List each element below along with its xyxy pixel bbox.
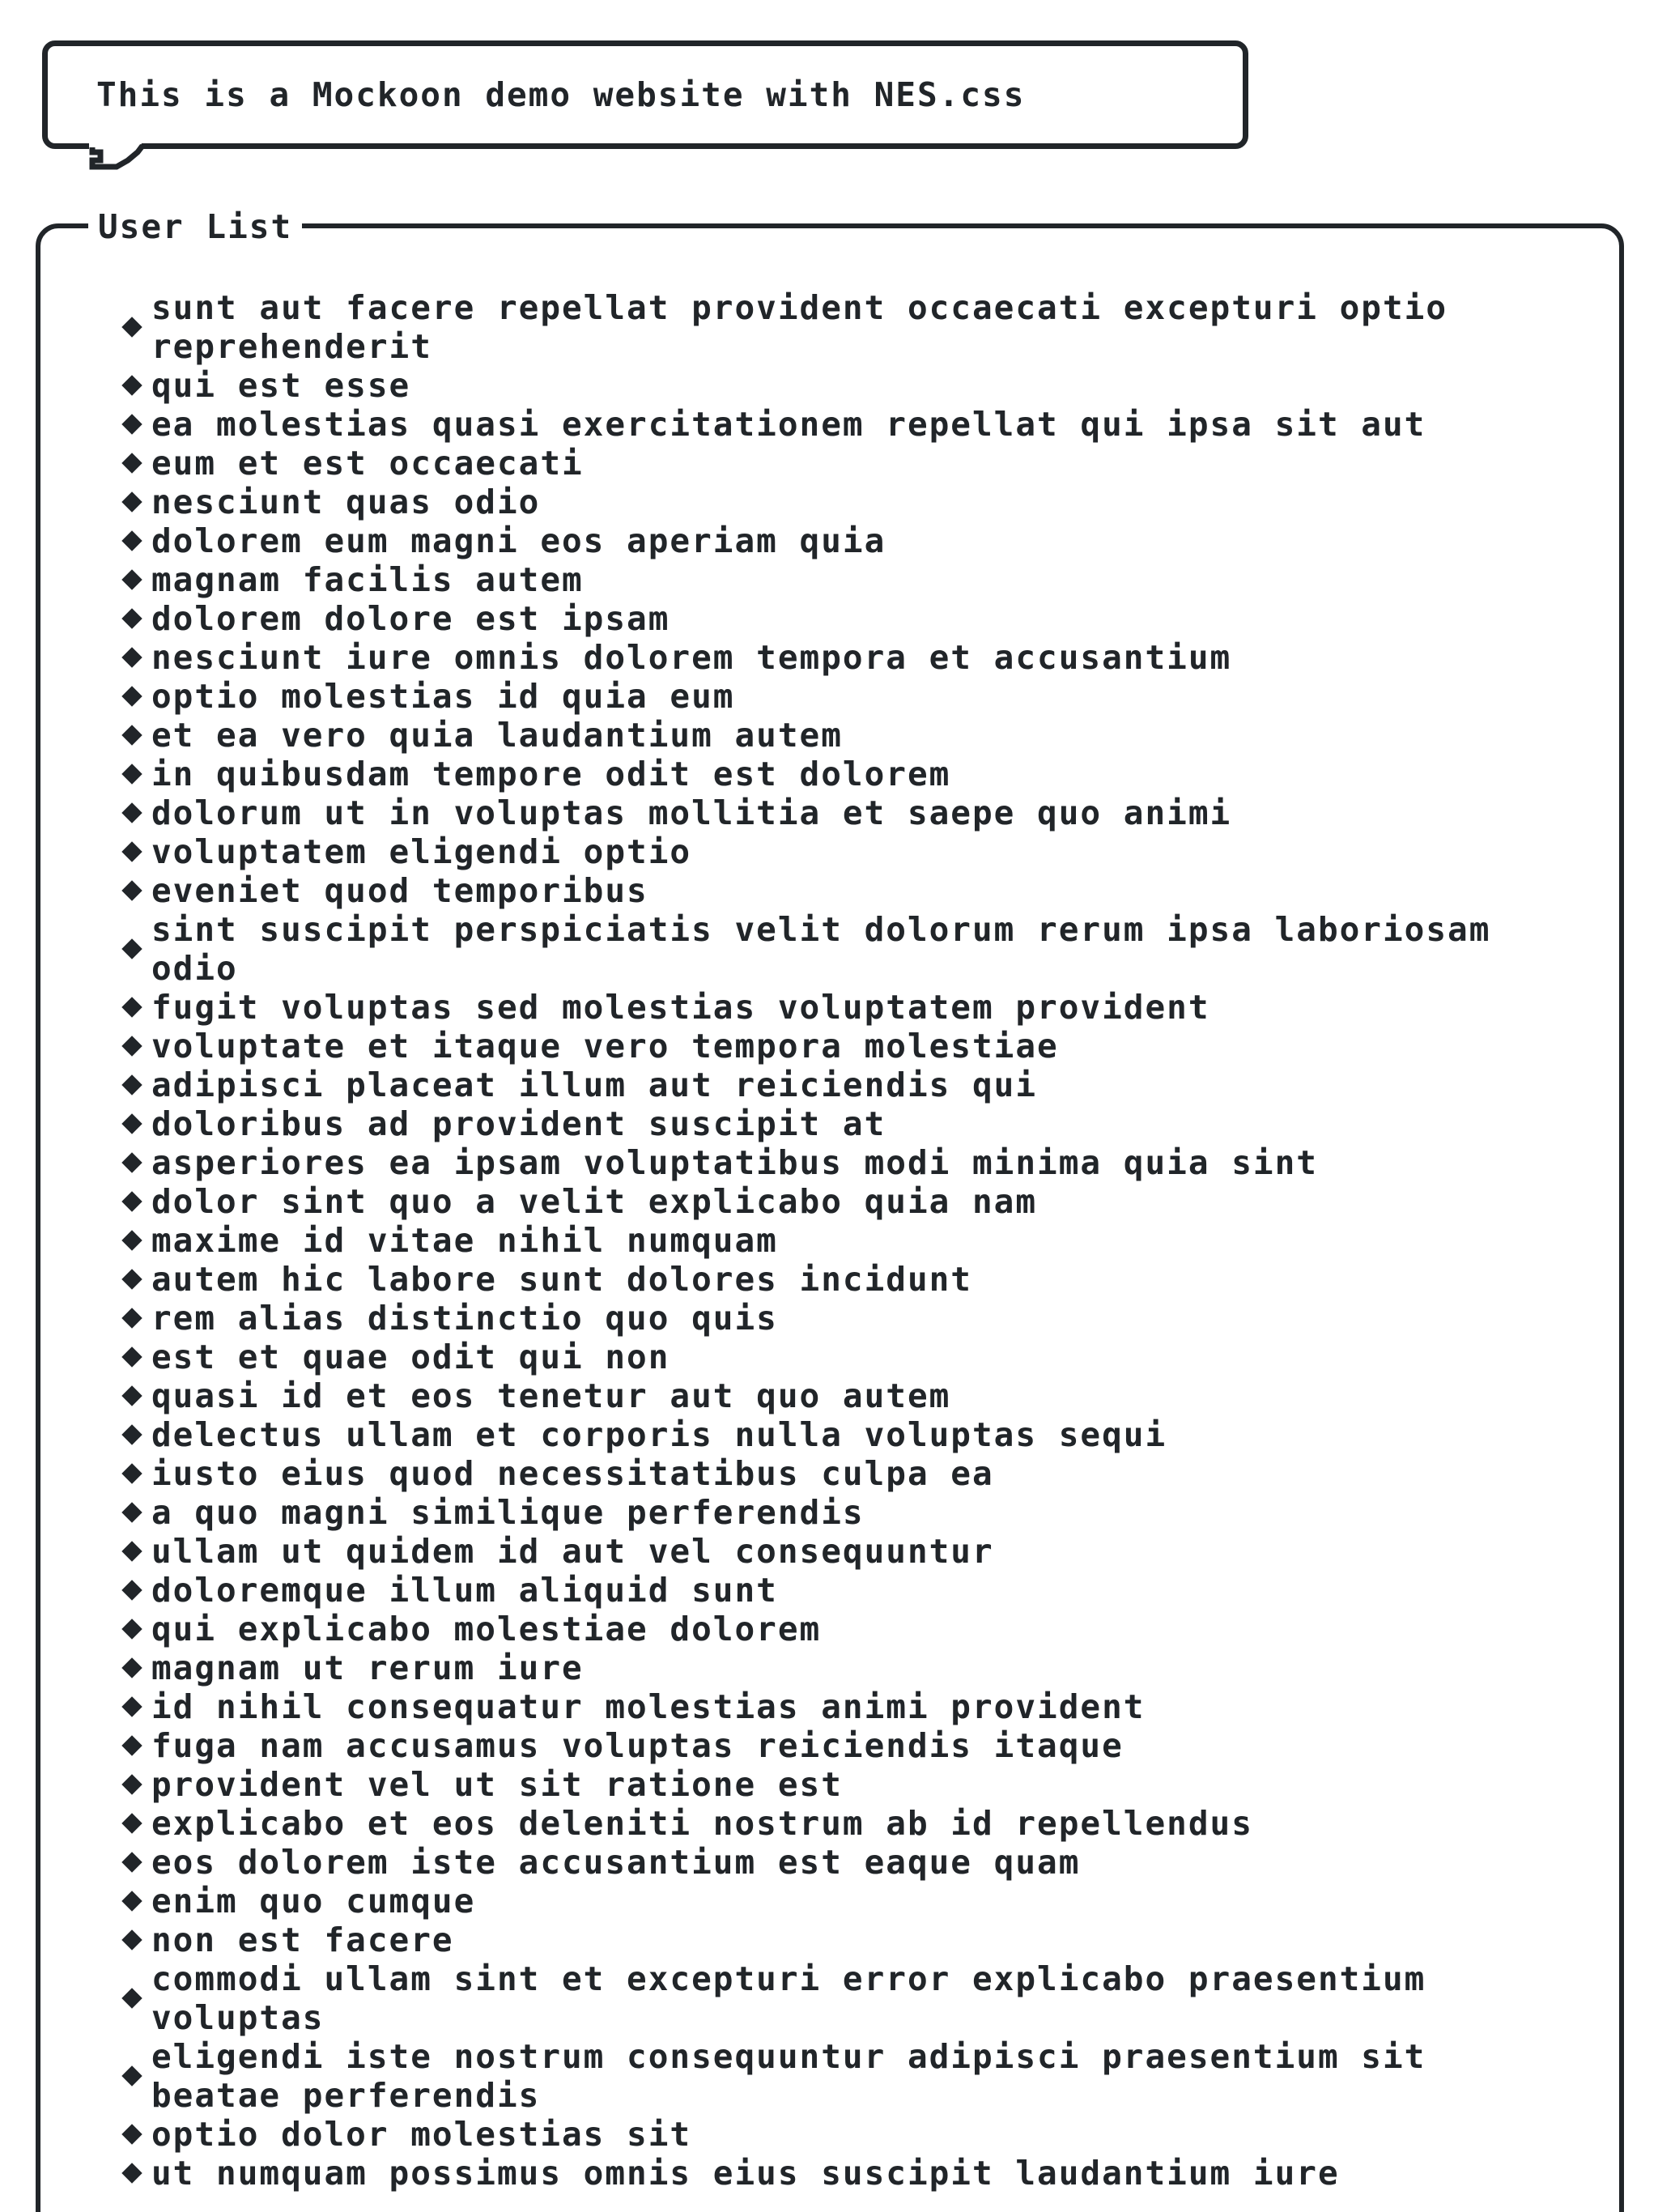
list-item-text: enim quo cumque [151,1882,476,1921]
list-item-text: doloribus ad provident suscipit at [151,1104,886,1143]
list-item [40,1454,1520,1493]
bullet-icon [121,1036,142,1056]
list-item-text: voluptatem eligendi optio [151,832,692,871]
list-item-text: sint suscipit perspiciatis velit dolorum rerum ipsa laboriosam odio [151,910,1491,988]
list-item-text: commodi ullam sint et excepturi error explicabo praesentium voluptas [151,1959,1426,2037]
list-item [40,677,1520,716]
bullet-icon [121,608,142,628]
list-item [40,1882,1520,1921]
list-item-text: sunt aut facere repellat provident occaecati excepturi optio reprehenderit [151,288,1448,366]
list-item-text: iusto eius quod necessitatibus culpa ea [151,1454,994,1493]
list-item-text: delectus ullam et corporis nulla voluptas sequi [151,1415,1167,1454]
list-item [40,871,1520,910]
list-item [40,1221,1520,1260]
list-item-text: provident vel ut sit ratione est [151,1765,843,1804]
list-item [40,755,1520,793]
list-item-text: dolorem dolore est ipsam [151,599,670,638]
balloon-text: This is a Mockoon demo website with NES.css [96,75,1026,114]
list-item-text: eveniet quod temporibus [151,871,648,910]
bullet-icon [121,491,142,512]
list-item [40,1376,1520,1415]
list-item-text: adipisci placeat illum aut reiciendis qui [151,1066,1038,1104]
list-item [40,1532,1520,1571]
bullet-icon [121,1191,142,1211]
list-item [40,1182,1520,1221]
bullet-icon [121,802,142,823]
list-item [40,1338,1520,1376]
list-item-text: optio dolor molestias sit [151,2115,692,2154]
list-item-text: fuga nam accusamus voluptas reiciendis itaque [151,1726,1124,1765]
bullet-icon [121,2163,142,2183]
user-list [40,288,1520,2193]
list-item-text: nesciunt quas odio [151,483,541,521]
list-item [40,1571,1520,1610]
list-item-text: quasi id et eos tenetur aut quo autem [151,1376,951,1415]
bullet-icon [121,530,142,551]
list-item-text: ut numquam possimus omnis eius suscipit laudantium iure [151,2154,1340,2193]
bullet-icon [121,1929,142,1950]
list-item-text: et ea vero quia laudantium autem [151,716,843,755]
bullet-icon [121,569,142,589]
list-item [40,1493,1520,1532]
list-item-text: ullam ut quidem id aut vel consequuntur [151,1532,994,1571]
list-item [40,1765,1520,1804]
list-item [40,1610,1520,1648]
bullet-icon [121,1891,142,1911]
list-item-text: optio molestias id quia eum [151,677,735,716]
list-item-text: voluptate et itaque vero tempora molestiae [151,1027,1059,1066]
bullet-icon [121,880,142,900]
list-item [40,1687,1520,1726]
bullet-icon [121,1541,142,1561]
bullet-icon [121,453,142,473]
list-item [40,288,1520,366]
bullet-icon [121,1619,142,1639]
list-item-text: explicabo et eos deleniti nostrum ab id repellendus [151,1804,1253,1843]
list-item [40,521,1520,560]
bullet-icon [121,1463,142,1483]
bullet-icon [121,1269,142,1289]
bullet-icon [121,1424,142,1444]
bullet-icon [121,647,142,667]
list-item-text: dolor sint quo a velit explicabo quia nam [151,1182,1038,1221]
list-item [40,1959,1520,2037]
list-item-text: autem hic labore sunt dolores incidunt [151,1260,972,1299]
user-list-title: User List [88,207,302,246]
list-item [40,910,1520,988]
bullet-icon [121,1696,142,1716]
list-item-text: fugit voluptas sed molestias voluptatem provident [151,988,1210,1027]
bullet-icon [121,686,142,706]
list-item-text: asperiores ea ipsam voluptatibus modi minima quia sint [151,1143,1318,1182]
list-item [40,716,1520,755]
list-item [40,1648,1520,1687]
list-item [40,832,1520,871]
list-item-text: nesciunt iure omnis dolorem tempora et accusantium [151,638,1232,677]
list-item-text: eum et est occaecati [151,444,584,483]
list-item [40,1299,1520,1338]
bullet-icon [121,414,142,434]
list-item [40,793,1520,832]
bullet-icon [121,1580,142,1600]
balloon-tail [89,143,147,181]
list-item [40,444,1520,483]
bullet-icon [121,317,142,337]
list-item [40,2037,1520,2115]
list-item [40,1415,1520,1454]
speech-balloon [42,40,1248,149]
list-item [40,1027,1520,1066]
bullet-icon [121,1074,142,1095]
list-item-text: doloremque illum aliquid sunt [151,1571,778,1610]
bullet-icon [121,764,142,784]
list-item [40,638,1520,677]
bullet-icon [121,1774,142,1794]
bullet-icon [121,997,142,1017]
bullet-icon [121,1152,142,1172]
list-item [40,1260,1520,1299]
list-item-text: magnam facilis autem [151,560,584,599]
bullet-icon [121,1230,142,1250]
list-item [40,2154,1520,2193]
list-item-text: magnam ut rerum iure [151,1648,584,1687]
bullet-icon [121,938,142,959]
list-item [40,1104,1520,1143]
bullet-icon [121,1988,142,2008]
user-list-container [36,207,1624,2212]
list-item-text: maxime id vitae nihil numquam [151,1221,778,1260]
bullet-icon [121,1813,142,1833]
list-item-text: rem alias distinctio quo quis [151,1299,778,1338]
list-item-text: eligendi iste nostrum consequuntur adipisci praesentium sit beatae perferendis [151,2037,1426,2115]
list-item-text: non est facere [151,1921,454,1959]
list-item-text: eos dolorem iste accusantium est eaque quam [151,1843,1081,1882]
bullet-icon [121,1308,142,1328]
list-item [40,483,1520,521]
bullet-icon [121,375,142,395]
list-item-text: est et quae odit qui non [151,1338,670,1376]
bullet-icon [121,1657,142,1678]
bullet-icon [121,1346,142,1367]
bullet-icon [121,1385,142,1406]
list-item-text: qui explicabo molestiae dolorem [151,1610,822,1648]
list-item [40,1843,1520,1882]
list-item [40,1804,1520,1843]
bullet-icon [121,841,142,861]
bullet-icon [121,1852,142,1872]
list-item [40,1726,1520,1765]
list-item [40,599,1520,638]
list-item [40,988,1520,1027]
list-item-text: id nihil consequatur molestias animi provident [151,1687,1146,1726]
list-item [40,560,1520,599]
list-item [40,366,1520,405]
list-item-text: dolorem eum magni eos aperiam quia [151,521,886,560]
list-item-text: in quibusdam tempore odit est dolorem [151,755,951,793]
bullet-icon [121,725,142,745]
bullet-icon [121,1735,142,1755]
list-item [40,2115,1520,2154]
list-item-text: dolorum ut in voluptas mollitia et saepe quo animi [151,793,1232,832]
list-item [40,405,1520,444]
bullet-icon [121,2065,142,2086]
list-item [40,1143,1520,1182]
list-item [40,1066,1520,1104]
list-item-text: ea molestias quasi exercitationem repellat qui ipsa sit aut [151,405,1426,444]
list-item-text: qui est esse [151,366,411,405]
bullet-icon [121,1113,142,1134]
bullet-icon [121,1502,142,1522]
list-item-text: a quo magni similique perferendis [151,1493,865,1532]
list-item [40,1921,1520,1959]
bullet-icon [121,2124,142,2144]
